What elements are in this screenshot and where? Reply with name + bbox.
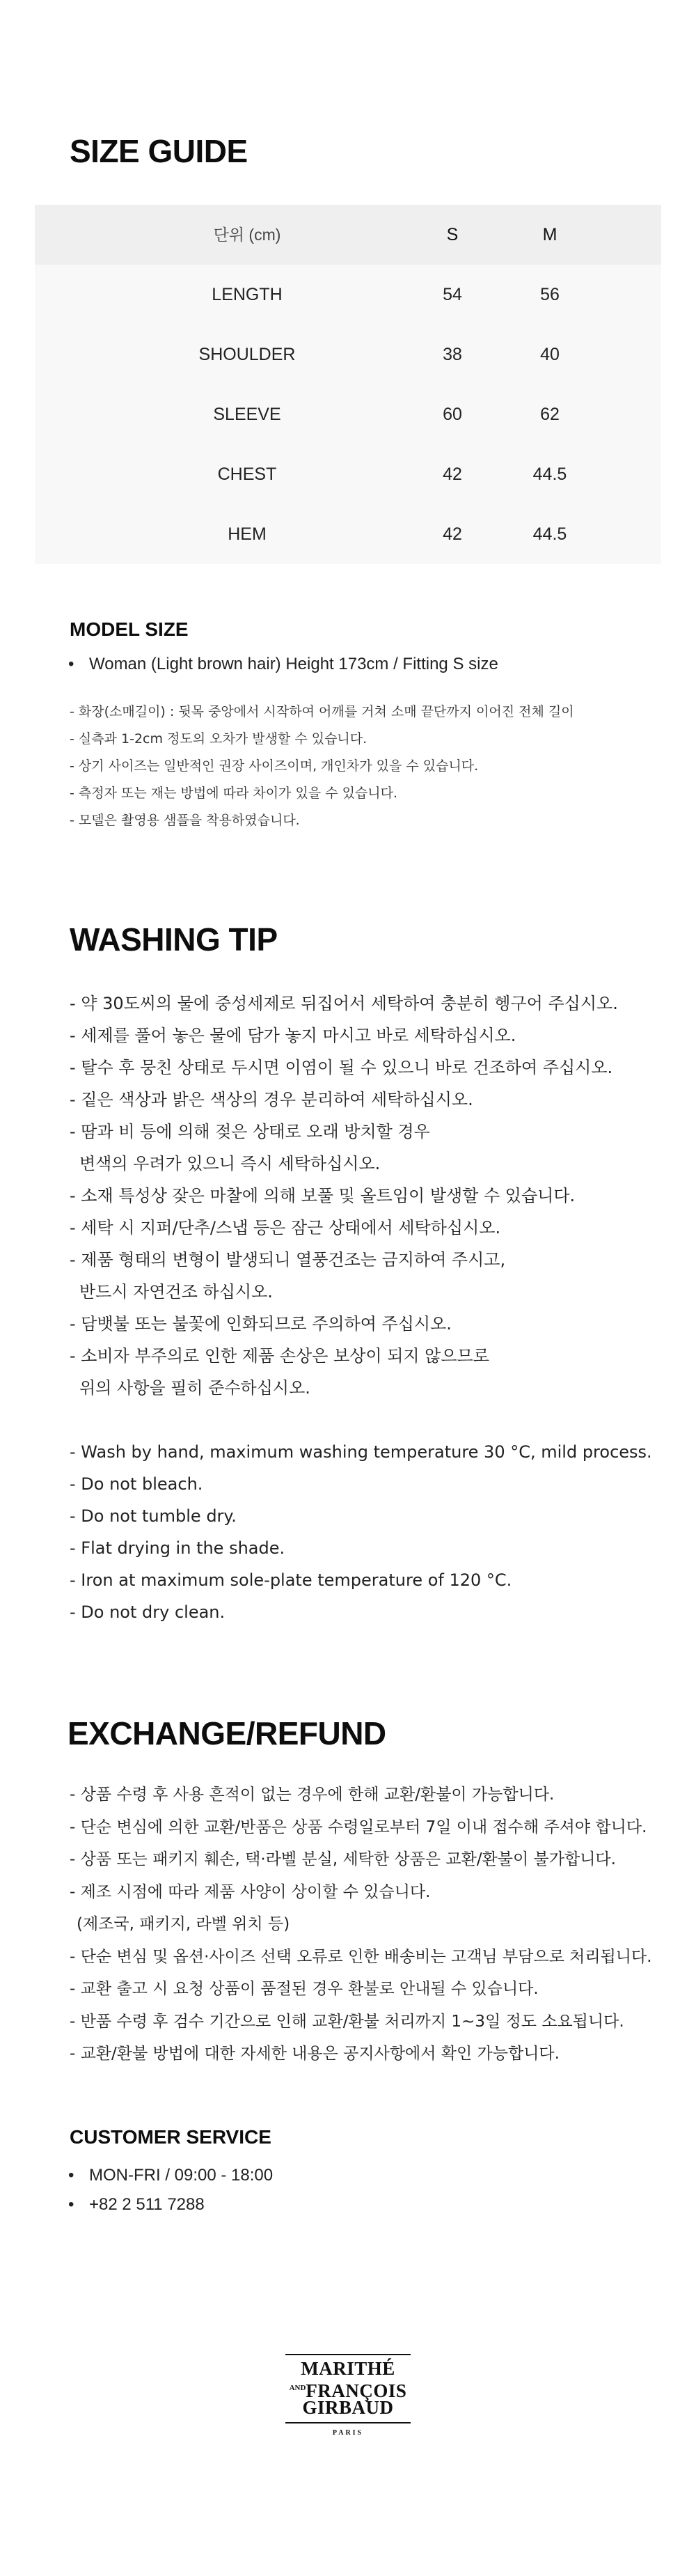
measure-label: CHEST [217, 465, 277, 484]
wash-line-en: - Do not tumble dry. [70, 1506, 237, 1526]
wash-line: - 약 30도씨의 물에 중성세제로 뒤집어서 세탁하여 충분히 헹구어 주십시오. [70, 994, 618, 1013]
phone-number-text[interactable]: +82 2 511 7288 [89, 2195, 205, 2214]
model-size-title: MODEL SIZE [70, 618, 189, 640]
size-table-header [35, 205, 661, 265]
note-line: - 모델은 촬영용 샘플을 착용하였습니다. [70, 813, 300, 828]
wash-line: 반드시 자연건조 하십시오. [79, 1282, 273, 1302]
measure-s: 54 [443, 285, 462, 304]
refund-line: - 제조 시점에 따라 제품 사양이 상이할 수 있습니다. [70, 1882, 431, 1901]
wash-line: - 탈수 후 뭉친 상태로 두시면 이염이 될 수 있으니 바로 건조하여 주십시오. [70, 1058, 613, 1077]
logo-city: PARIS [332, 2429, 364, 2437]
measure-label: HEM [228, 524, 267, 544]
refund-line: - 단순 변심 및 옵션·사이즈 선택 오류로 인한 배송비는 고객님 부담으로 처리됩니다. [70, 1947, 652, 1966]
bullet: • [68, 655, 74, 673]
model-size-item [68, 655, 498, 674]
measure-label: LENGTH [212, 285, 283, 304]
measure-s: 42 [443, 465, 462, 484]
size-notes [70, 698, 640, 834]
exchange-refund-list [70, 1779, 668, 2070]
wash-line: - 소재 특성상 잦은 마찰에 의해 보풀 및 올트임이 발생할 수 있습니다. [70, 1186, 576, 1205]
measure-m: 44.5 [532, 465, 567, 484]
wash-line-en: - Do not bleach. [70, 1474, 203, 1494]
measure-m: 40 [540, 345, 560, 364]
wash-line: - 세탁 시 지퍼/단추/스냅 등은 잠근 상태에서 세탁하십시오. [70, 1218, 501, 1238]
size-m-header: M [542, 225, 557, 244]
wash-line: - 세제를 풀어 놓은 물에 담가 놓지 마시고 바로 세탁하십시오. [70, 1026, 516, 1045]
size-table [35, 205, 661, 564]
refund-line: - 교환/환불 방법에 대한 자세한 내용은 공지사항에서 확인 가능합니다. [70, 2045, 560, 2063]
refund-line: - 상품 또는 패키지 훼손, 택·라벨 분실, 세탁한 상품은 교환/환불이 불가합니다. [70, 1850, 616, 1868]
brand-logo [285, 2354, 411, 2441]
table-row [35, 504, 661, 564]
washing-tip-title: WASHING TIP [70, 921, 278, 958]
size-s-header: S [446, 225, 459, 244]
service-hours-text: MON-FRI / 09:00 - 18:00 [89, 2166, 274, 2185]
refund-line: - 상품 수령 후 사용 흔적이 없는 경우에 한해 교환/환불이 가능합니다. [70, 1786, 555, 1804]
measure-m: 62 [540, 405, 560, 424]
measure-label: SHOULDER [198, 345, 296, 364]
wash-line: - 소비자 부주의로 인한 제품 손상은 보상이 되지 않으므로 [70, 1346, 489, 1366]
refund-line: - 단순 변심에 의한 교환/반품은 상품 수령일로부터 7일 이내 접수해 주셔야 합니다. [70, 1818, 647, 1836]
measure-s: 38 [443, 345, 462, 364]
measure-label: SLEEVE [213, 405, 281, 424]
wash-line: - 담뱃불 또는 불꽃에 인화되므로 주의하여 주십시오. [70, 1314, 452, 1334]
logo-line-3: GIRBAUD [302, 2397, 394, 2418]
wash-line-en: - Flat drying in the shade. [70, 1538, 285, 1558]
wash-line-en: - Do not dry clean. [70, 1602, 226, 1622]
wash-line-en: - Iron at maximum sole-plate temperature of 120 °C. [70, 1570, 512, 1590]
note-line: - 화장(소매길이) : 뒷목 중앙에서 시작하여 어깨를 거쳐 소매 끝단까지 이어진 전체 길이 [70, 704, 574, 719]
wash-line: 위의 사항을 필히 준수하십시오. [79, 1378, 310, 1398]
washing-tip-list [70, 988, 668, 1628]
measure-s: 42 [443, 524, 462, 544]
measure-m: 56 [540, 285, 560, 304]
table-row [35, 444, 661, 504]
model-size-text: Woman (Light brown hair) Height 173cm / Fitting S size [89, 655, 498, 673]
customer-service-title: CUSTOMER SERVICE [70, 2126, 271, 2148]
spacer [70, 1404, 668, 1436]
table-row [35, 384, 661, 444]
table-row [35, 265, 661, 325]
bullet: • [68, 2166, 74, 2185]
logo-line-2: $^{AND}$FRANÇOIS [289, 2380, 407, 2401]
refund-line: - 반품 수령 후 검수 기간으로 인해 교환/환불 처리까지 1~3일 정도 소요됩니다. [70, 2012, 624, 2031]
wash-line-en: - Wash by hand, maximum washing temperature 30 °C, mild process. [70, 1442, 652, 1462]
unit-header: 단위 (cm) [213, 226, 281, 244]
wash-line: - 짙은 색상과 밝은 색상의 경우 분리하여 세탁하십시오. [70, 1090, 473, 1109]
customer-service-phone [68, 2195, 205, 2215]
measure-s: 60 [443, 405, 462, 424]
logo-rule-bottom [285, 2422, 411, 2423]
logo-rule-top [285, 2354, 411, 2355]
refund-line: - 교환 출고 시 요청 상품이 품절된 경우 환불로 안내될 수 있습니다. [70, 1980, 539, 1998]
size-guide-title: SIZE GUIDE [70, 133, 248, 169]
wash-line: - 땀과 비 등에 의해 젖은 상태로 오래 방치할 경우 [70, 1122, 430, 1141]
table-row [35, 325, 661, 384]
wash-line: 변색의 우려가 있으니 즉시 세탁하십시오. [79, 1154, 381, 1173]
bullet: • [68, 2195, 74, 2214]
customer-service-hours [68, 2166, 273, 2185]
refund-line: (제조국, 패키지, 라벨 위치 등) [77, 1915, 290, 1933]
wash-line: - 제품 형태의 변형이 발생되니 열풍건조는 금지하여 주시고, [70, 1250, 506, 1270]
exchange-refund-title: EXCHANGE/REFUND [68, 1715, 386, 1751]
logo-line-1: MARITHÉ [301, 2358, 395, 2379]
note-line: - 측정자 또는 재는 방법에 따라 차이가 있을 수 있습니다. [70, 786, 398, 801]
note-line: - 실측과 1-2cm 정도의 오차가 발생할 수 있습니다. [70, 731, 367, 747]
note-line: - 상기 사이즈는 일반적인 권장 사이즈이며, 개인차가 있을 수 있습니다. [70, 758, 479, 774]
measure-m: 44.5 [532, 524, 567, 544]
